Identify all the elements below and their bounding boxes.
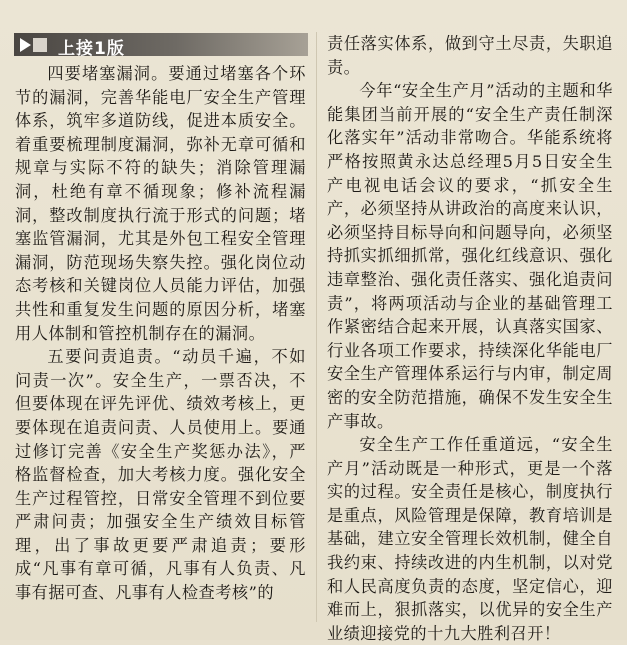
banner-label: 上接1版 [58, 39, 125, 59]
paragraph-safety-month: 今年“安全生产月”活动的主题和华能集团当前开展的“安全生产责任制深化落实年”活动非常吻合。华能系统将严格按照黄永达总经理5月5日安全生产电视电话会议的要求，“抓安全生产，必须坚持从讲政治的高度来认识，必须坚持目标导向和问题导向，必须坚持抓实抓细抓常，强化红线意识、强化违章整治、强化责任落实、强化追责问责”，将两项活动与企业的基础管理工作紧密结合起来开展，认真落实国家、行业各项工作要求，持续深化华能电厂安全生产管理体系运行与内审，制定周密的安全防范措施，确保不发生安全生产事故。 [327, 81, 613, 431]
continuation-banner [14, 33, 308, 59]
right-column [327, 32, 613, 645]
paragraph-accountability: 五要问责追责。“动员千遍，不如问责一次”。安全生产，一票否决，不但要体现在评先评优、绩效考核上，更要体现在追责问责、人员使用上。要通过修订完善《安全生产奖惩办法》，严格监督检查，加大考核力度。强化安全生产过程管控，日常安全管理不到位要严肃问责；加强安全生产绩效目标管理，出了事故更要严肃追责；要形成“凡事有章可循，凡事有人负责、凡事有据可查、凡事有人检查考核”的 [15, 347, 306, 603]
left-column [15, 62, 306, 605]
square-icon [33, 38, 47, 52]
paragraph-continuation: 责任落实体系，做到守土尽责，失职追责。 [327, 34, 613, 77]
paragraph-conclusion: 安全生产工作任重道远，“安全生产月”活动既是一种形式，更是一个落实的过程。安全责任是核心，制度执行是重点，风险管理是保障，教育培训是基础，建立安全管理长效机制，健全自我约束、持续改进的内生机制，以对党和人民高度负责的态度，坚定信心，迎难而上，狠抓落实，以优异的安全生产业绩迎接党的十九大胜利召开！ [327, 435, 613, 643]
paragraph-plug-loopholes: 四要堵塞漏洞。要通过堵塞各个环节的漏洞，完善华能电厂安全生产管理体系，筑牢多道防线，促进本质安全。着重要梳理制度漏洞，弥补无章可循和规章与实际不符的缺失；消除管理漏洞，杜绝有章不循现象；修补流程漏洞，整改制度执行流于形式的问题；堵塞监管漏洞，尤其是外包工程安全管理漏洞，防范现场失察失控。强化岗位动态考核和关键岗位人员能力评估，加强共性和重复发生问题的原因分析，堵塞用人体制和管控机制存在的漏洞。 [15, 64, 306, 343]
arrow-icon [20, 38, 31, 52]
column-divider [316, 32, 317, 622]
